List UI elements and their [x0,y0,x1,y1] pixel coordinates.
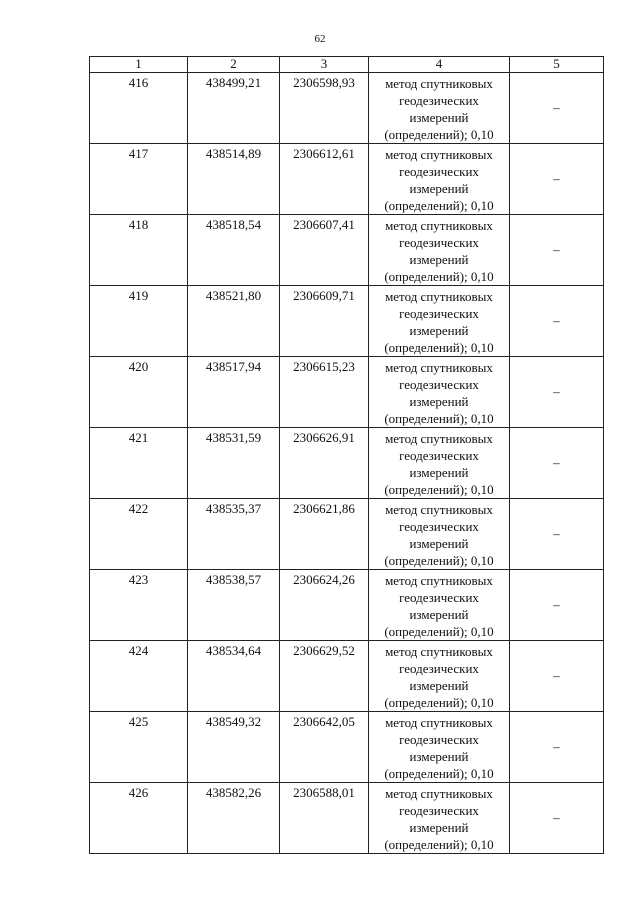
note-cell: – [510,641,604,712]
method-description: метод спутниковых геодезических измерений (определений); 0,10 [369,428,510,499]
point-number: 418 [90,215,188,286]
point-number: 426 [90,783,188,854]
coordinate-x: 438582,26 [188,783,280,854]
method-description: метод спутниковых геодезических измерений (определений); 0,10 [369,357,510,428]
column-header-1: 1 [90,57,188,73]
coordinate-y: 2306609,71 [280,286,369,357]
coordinate-x: 438514,89 [188,144,280,215]
coordinate-x: 438521,80 [188,286,280,357]
header-row [90,57,604,73]
coordinate-y: 2306598,93 [280,73,369,144]
point-number: 424 [90,641,188,712]
coordinate-x: 438534,64 [188,641,280,712]
coordinate-x: 438538,57 [188,570,280,641]
column-header-2: 2 [188,57,280,73]
point-number: 417 [90,144,188,215]
point-number: 425 [90,712,188,783]
coordinate-y: 2306629,52 [280,641,369,712]
coordinate-y: 2306642,05 [280,712,369,783]
note-cell: – [510,215,604,286]
coordinate-y: 2306607,41 [280,215,369,286]
column-header-4: 4 [369,57,510,73]
method-description: метод спутниковых геодезических измерений (определений); 0,10 [369,73,510,144]
table-row [90,428,604,499]
table-row [90,357,604,428]
point-number: 419 [90,286,188,357]
table-row [90,499,604,570]
table-body [90,73,604,854]
coordinate-y: 2306624,26 [280,570,369,641]
table-row [90,215,604,286]
table-row [90,712,604,783]
coordinate-x: 438531,59 [188,428,280,499]
coordinate-x: 438535,37 [188,499,280,570]
page-number: 62 [314,33,326,45]
note-cell: – [510,428,604,499]
point-number: 422 [90,499,188,570]
note-cell: – [510,73,604,144]
note-cell: – [510,286,604,357]
note-cell: – [510,144,604,215]
note-cell: – [510,712,604,783]
coordinate-y: 2306615,23 [280,357,369,428]
note-cell: – [510,570,604,641]
table-header [90,57,604,73]
method-description: метод спутниковых геодезических измерений (определений); 0,10 [369,144,510,215]
method-description: метод спутниковых геодезических измерений (определений); 0,10 [369,641,510,712]
coordinate-y: 2306621,86 [280,499,369,570]
point-number: 423 [90,570,188,641]
coordinate-x: 438549,32 [188,712,280,783]
coordinate-x: 438518,54 [188,215,280,286]
note-cell: – [510,783,604,854]
note-cell: – [510,499,604,570]
coordinate-y: 2306588,01 [280,783,369,854]
column-header-3: 3 [280,57,369,73]
method-description: метод спутниковых геодезических измерений (определений); 0,10 [369,783,510,854]
point-number: 421 [90,428,188,499]
method-description: метод спутниковых геодезических измерений (определений); 0,10 [369,215,510,286]
column-header-5: 5 [510,57,604,73]
note-cell: – [510,357,604,428]
table-row [90,73,604,144]
coordinates-table [89,56,604,854]
table-row [90,144,604,215]
method-description: метод спутниковых геодезических измерений (определений); 0,10 [369,570,510,641]
coordinate-y: 2306612,61 [280,144,369,215]
table-row [90,783,604,854]
method-description: метод спутниковых геодезических измерений (определений); 0,10 [369,712,510,783]
coordinate-y: 2306626,91 [280,428,369,499]
method-description: метод спутниковых геодезических измерений (определений); 0,10 [369,286,510,357]
table-row [90,641,604,712]
table-row [90,570,604,641]
coordinate-x: 438517,94 [188,357,280,428]
coordinate-x: 438499,21 [188,73,280,144]
point-number: 420 [90,357,188,428]
point-number: 416 [90,73,188,144]
table-row [90,286,604,357]
method-description: метод спутниковых геодезических измерений (определений); 0,10 [369,499,510,570]
